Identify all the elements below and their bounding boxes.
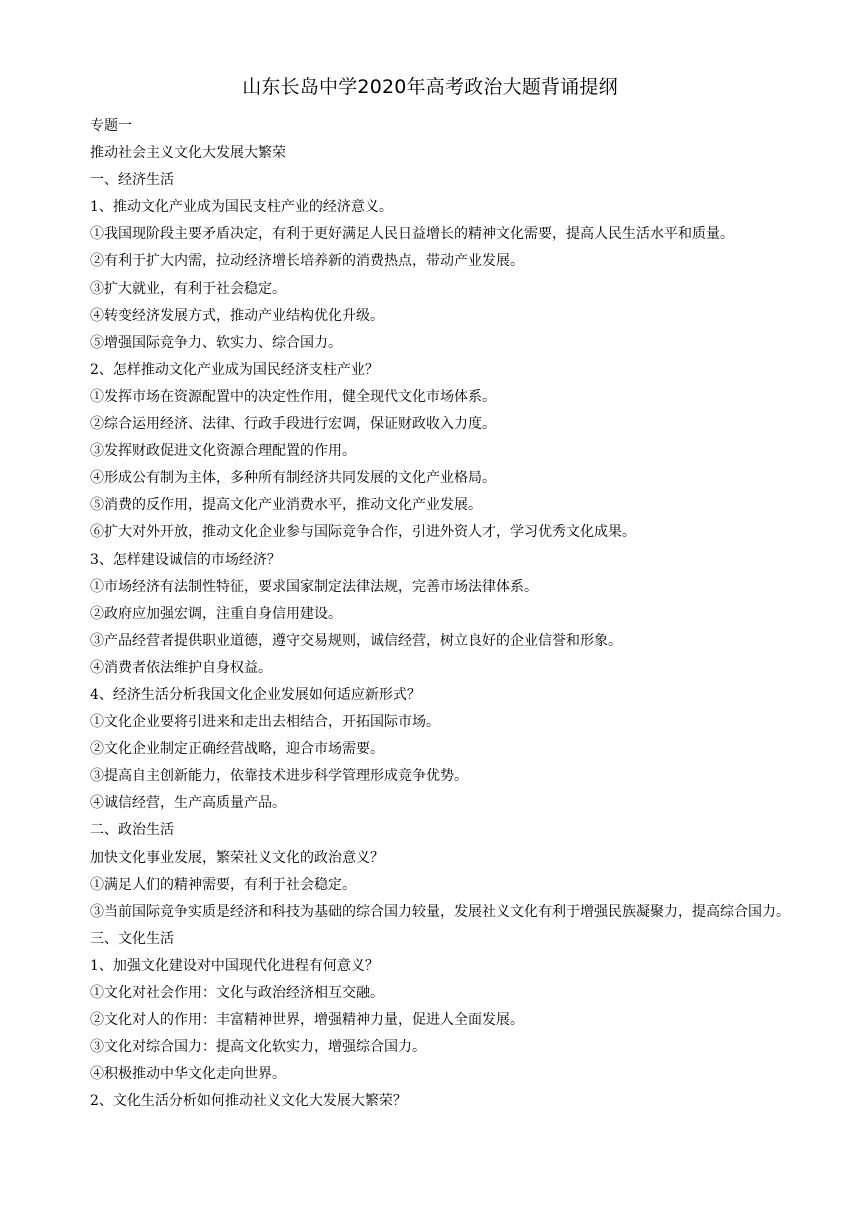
answer-line: ③提高自主创新能力，依靠技术进步科学管理形成竞争优势。 bbox=[90, 768, 468, 785]
answer-line: ⑥扩大对外开放，推动文化企业参与国际竞争合作，引进外资人才，学习优秀文化成果。 bbox=[90, 524, 636, 541]
answer-line: ①满足人们的精神需要，有利于社会稳定。 bbox=[90, 876, 356, 893]
answer-line: ①我国现阶段主要矛盾决定，有利于更好满足人民日益增长的精神文化需要，提高人民生活水平和质量。 bbox=[90, 226, 734, 243]
section-heading: 三、文化生活 bbox=[90, 930, 174, 947]
answer-line: ③当前国际竞争实质是经济和科技为基础的综合国力较量，发展社义文化有利于增强民族凝聚力，提高综合国力。 bbox=[90, 903, 790, 920]
topic-heading: 推动社会主义文化大发展大繁荣 bbox=[90, 145, 286, 162]
section-heading: 二、政治生活 bbox=[90, 822, 174, 839]
answer-line: ③产品经营者提供职业道德，遵守交易规则，诚信经营，树立良好的企业信誉和形象。 bbox=[90, 632, 622, 649]
answer-line: ②有利于扩大内需，拉动经济增长培养新的消费热点，带动产业发展。 bbox=[90, 253, 524, 270]
answer-line: ④消费者依法维护自身权益。 bbox=[90, 659, 272, 676]
question-line: 2、怎样推动文化产业成为国民经济支柱产业？ bbox=[90, 361, 379, 378]
answer-line: ⑤增强国际竞争力、软实力、综合国力。 bbox=[90, 334, 342, 351]
answer-line: ③扩大就业，有利于社会稳定。 bbox=[90, 280, 286, 297]
answer-line: ①发挥市场在资源配置中的决定性作用，健全现代文化市场体系。 bbox=[90, 388, 496, 405]
question-line: 4、经济生活分析我国文化企业发展如何适应新形式？ bbox=[90, 686, 421, 703]
answer-line: ④诚信经营，生产高质量产品。 bbox=[90, 795, 286, 812]
answer-line: ②文化企业制定正确经营战略，迎合市场需要。 bbox=[90, 741, 384, 758]
answer-line: ②综合运用经济、法律、行政手段进行宏调，保证财政收入力度。 bbox=[90, 416, 496, 433]
answer-line: ③发挥财政促进文化资源合理配置的作用。 bbox=[90, 443, 356, 460]
question-line: 1、推动文化产业成为国民支柱产业的经济意义。 bbox=[90, 199, 393, 216]
answer-line: ④积极推动中华文化走向世界。 bbox=[90, 1066, 286, 1083]
answer-line: ②政府应加强宏调，注重自身信用建设。 bbox=[90, 605, 342, 622]
section-label: 专题一 bbox=[90, 118, 132, 134]
question-line: 加快文化事业发展，繁荣社义文化的政治意义？ bbox=[90, 849, 384, 866]
section-heading: 一、经济生活 bbox=[90, 172, 174, 189]
question-line: 3、怎样建设诚信的市场经济？ bbox=[90, 551, 281, 568]
answer-line: ①市场经济有法制性特征，要求国家制定法律法规，完善市场法律体系。 bbox=[90, 578, 538, 595]
document-title: 山东长岛中学2020年高考政治大题背诵提纲 bbox=[242, 76, 618, 98]
question-line: 2、文化生活分析如何推动社义文化大发展大繁荣？ bbox=[90, 1093, 407, 1110]
answer-line: ③文化对综合国力：提高文化软实力，增强综合国力。 bbox=[90, 1039, 426, 1056]
answer-line: ④转变经济发展方式，推动产业结构优化升级。 bbox=[90, 307, 384, 324]
question-line: 1、加强文化建设对中国现代化进程有何意义？ bbox=[90, 957, 379, 974]
document-body bbox=[62, 113, 810, 1115]
answer-line: ④形成公有制为主体，多种所有制经济共同发展的文化产业格局。 bbox=[90, 470, 496, 487]
answer-line: ②文化对人的作用：丰富精神世界，增强精神力量，促进人全面发展。 bbox=[90, 1012, 524, 1028]
answer-line: ①文化企业要将引进来和走出去相结合，开拓国际市场。 bbox=[90, 714, 440, 731]
answer-line: ⑤消费的反作用，提高文化产业消费水平，推动文化产业发展。 bbox=[90, 497, 482, 514]
answer-line: ①文化对社会作用：文化与政治经济相互交融。 bbox=[90, 984, 384, 1001]
